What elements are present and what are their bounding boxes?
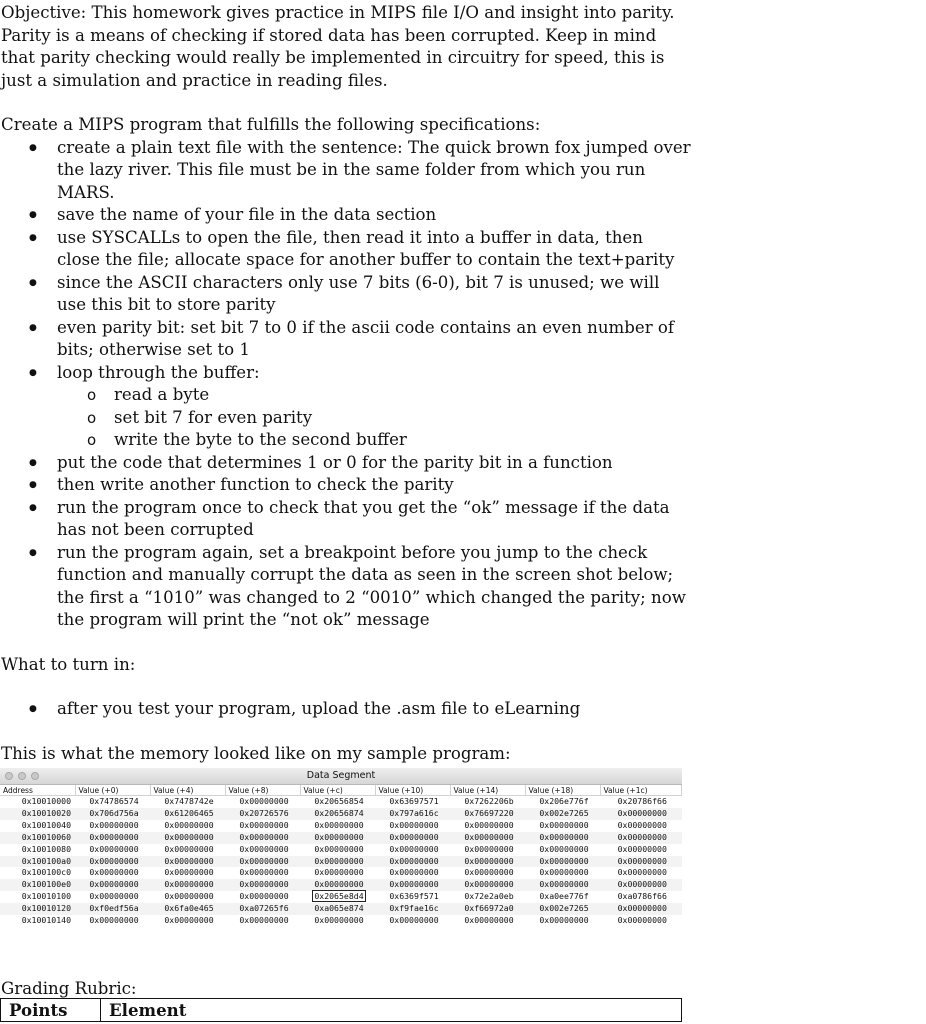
memory-value[interactable]: 0x72e2a0eb [464,891,514,902]
memory-value[interactable]: 0x00000000 [464,915,514,926]
memory-value[interactable]: 0x00000000 [617,867,667,878]
memory-value[interactable]: 0x00000000 [464,867,514,878]
memory-value[interactable]: 0x7262206b [464,796,514,806]
spec-item: ● run the program again, set a breakpoint before you jump to the check function and manually corrupt the data as seen in the screen shot below; the first a “1010” was changed to 2 “0010” which changed the parity; now the program will print the “not ok” message [1,542,691,632]
column-header[interactable]: Value (+1c) [600,785,682,796]
column-header[interactable]: Value (+4) [150,785,225,796]
memory-value[interactable]: 0x797a616c [375,808,450,820]
memory-value[interactable]: 0x00000000 [539,843,589,854]
memory-value[interactable]: 0x00000000 [89,843,139,854]
memory-value[interactable]: 0x00000000 [239,891,289,902]
data-segment-title: Data Segment [306,770,376,781]
memory-address: 0x10010080 [21,843,71,854]
memory-address: 0x10010020 [0,808,75,820]
grading-rubric-table [0,998,682,1022]
assignment-document [1,2,691,765]
spec-item: ● since the ASCII characters only use 7 bits (6-0), bit 7 is unused; we will use this bit to store parity [1,272,691,317]
memory-value[interactable]: 0x00000000 [600,856,682,868]
memory-value[interactable]: 0x00000000 [89,867,139,878]
memory-value[interactable]: 0x00000000 [617,915,667,926]
memory-address: 0x100100e0 [0,879,75,891]
memory-row [0,891,682,903]
memory-value[interactable]: 0x00000000 [225,856,300,868]
spec-item: ● save the name of your file in the data section [1,204,691,227]
memory-value[interactable]: 0x61206465 [150,808,225,820]
memory-value[interactable]: 0x74786574 [89,796,139,806]
memory-row [0,903,682,915]
memory-value[interactable]: 0x00000000 [375,832,450,844]
memory-value[interactable]: 0x00000000 [164,915,214,926]
edited-memory-value[interactable]: 0x2065e8d4 [314,891,364,902]
spec-item: ● then write another function to check the parity [1,474,691,497]
memory-value[interactable]: 0x00000000 [314,867,364,878]
spec-item: ● create a plain text file with the sentence: The quick brown fox jumped over the lazy river. This file must be in the same folder from which you run MARS. [1,137,691,205]
memory-value[interactable]: 0xf66972a0 [450,903,525,915]
memory-value[interactable]: 0x00000000 [389,819,439,830]
memory-value[interactable]: 0x00000000 [314,843,364,854]
memory-value[interactable]: 0x706d756a [75,808,150,820]
memory-value[interactable]: 0x00000000 [164,867,214,878]
memory-value[interactable]: 0x00000000 [300,832,375,844]
column-header[interactable]: Value (+18) [525,785,600,796]
memory-value[interactable]: 0x00000000 [300,879,375,891]
memory-row [0,808,682,820]
memory-row [0,856,682,868]
memory-value[interactable]: 0x00000000 [600,808,682,820]
memory-value[interactable]: 0x00000000 [539,819,589,830]
memory-value[interactable]: 0x00000000 [75,856,150,868]
memory-value[interactable]: 0xf9fae16c [375,903,450,915]
data-segment-table [0,785,682,927]
memory-value[interactable]: 0x00000000 [164,843,214,854]
memory-address: 0x10010100 [21,891,71,902]
window-controls[interactable] [5,772,39,780]
memory-value[interactable]: 0x00000000 [525,856,600,868]
memory-value[interactable]: 0x00000000 [164,819,214,830]
memory-address: 0x10010000 [21,796,71,806]
memory-address: 0x100100a0 [0,856,75,868]
spec-item: ● loop through the buffer: [1,362,691,385]
memory-value[interactable]: 0x76697220 [450,808,525,820]
spec-item: ● use SYSCALLs to open the file, then read it into a buffer in data, then close the file; allocate space for another buffer to contain the text+parity [1,227,691,272]
memory-value[interactable]: 0x00000000 [225,832,300,844]
column-header[interactable]: Value (+c) [300,785,375,796]
memory-value[interactable]: 0xf0edf56a [75,903,150,915]
memory-value[interactable]: 0x00000000 [75,879,150,891]
memory-value[interactable]: 0x002e7265 [525,808,600,820]
memory-value[interactable]: 0x00000000 [539,915,589,926]
memory-value[interactable]: 0x00000000 [89,915,139,926]
memory-value[interactable]: 0x20656874 [300,808,375,820]
memory-row [0,867,682,879]
memory-row [0,820,682,832]
memory-value[interactable]: 0x00000000 [617,819,667,830]
memory-value[interactable]: 0x00000000 [225,879,300,891]
specs-list [1,137,691,632]
objective-paragraph: Objective: This homework gives practice in MIPS file I/O and insight into parity. Parity is a means of checking if stored data has been corrupted. Keep in mind that parity checking would really be implemented in circuitry for speed, this is just a simulation and practice in reading files. [1,3,675,90]
memory-value[interactable]: 0x00000000 [450,879,525,891]
memory-value[interactable]: 0x63697571 [389,796,439,806]
memory-row [0,796,682,808]
memory-value[interactable]: 0x00000000 [464,819,514,830]
memory-value[interactable]: 0x20786f66 [617,796,667,806]
memory-address: 0x10010060 [0,832,75,844]
loop-step-item: o read a byte [1,384,691,407]
rubric-header-element: Element [101,999,682,1022]
memory-value[interactable]: 0x00000000 [375,856,450,868]
close-window-icon[interactable] [5,772,13,780]
memory-value[interactable]: 0x00000000 [539,867,589,878]
memory-address: 0x10010040 [21,819,71,830]
memory-value[interactable]: 0x00000000 [300,856,375,868]
memory-value[interactable]: 0x00000000 [389,867,439,878]
spec-item: ● put the code that determines 1 or 0 for the parity bit in a function [1,452,691,475]
zoom-window-icon[interactable] [31,772,39,780]
memory-caption: This is what the memory looked like on my sample program: [1,743,511,763]
memory-value[interactable]: 0x6369f571 [389,891,439,902]
memory-value[interactable]: 0x20656854 [314,796,364,806]
memory-value[interactable]: 0x00000000 [239,867,289,878]
memory-value[interactable]: 0x00000000 [525,879,600,891]
turn-in-heading: What to turn in: [1,654,136,674]
specs-intro: Create a MIPS program that fulfills the following specifications: [1,115,541,134]
rubric-header-points: Points [1,999,101,1022]
memory-value[interactable]: 0x206e776f [539,796,589,806]
memory-value[interactable]: 0x00000000 [617,843,667,854]
memory-value[interactable]: 0x00000000 [239,796,289,806]
column-header[interactable]: Address [0,785,75,796]
rubric-title: Grading Rubric: [1,979,137,998]
loop-step-item: o write the byte to the second buffer [1,429,691,452]
memory-value[interactable]: 0xa07265f6 [225,903,300,915]
memory-address: 0x100100c0 [21,867,71,878]
memory-value[interactable]: 0x7478742e [164,796,214,806]
memory-value[interactable]: 0x20726576 [225,808,300,820]
memory-value[interactable]: 0x00000000 [389,915,439,926]
memory-value[interactable]: 0x00000000 [464,843,514,854]
memory-row [0,832,682,844]
spec-item: ● run the program once to check that you get the “ok” message if the data has not been corrupted [1,497,691,542]
data-segment-titlebar [0,768,682,785]
memory-value[interactable]: 0x00000000 [75,832,150,844]
memory-row [0,915,682,927]
memory-value[interactable]: 0x00000000 [314,915,364,926]
data-segment-window [0,768,682,932]
memory-value[interactable]: 0x00000000 [239,819,289,830]
memory-value[interactable]: 0x00000000 [525,832,600,844]
column-header[interactable]: Value (+14) [450,785,525,796]
spec-item: ● even parity bit: set bit 7 to 0 if the ascii code contains an even number of bits; otherwise set to 1 [1,317,691,362]
column-header[interactable]: Value (+0) [75,785,150,796]
memory-address: 0x10010120 [0,903,75,915]
column-header[interactable]: Value (+10) [375,785,450,796]
column-header[interactable]: Value (+8) [225,785,300,796]
memory-value[interactable]: 0xa065e874 [300,903,375,915]
loop-step-item: o set bit 7 for even parity [1,407,691,430]
memory-value[interactable]: 0x00000000 [600,903,682,915]
memory-value[interactable]: 0x00000000 [314,819,364,830]
memory-value[interactable]: 0xa0786f66 [617,891,667,902]
turn-in-item: ● after you test your program, upload the .asm file to eLearning [1,698,691,721]
memory-value[interactable]: 0x6fa0e465 [150,903,225,915]
memory-value[interactable]: 0x00000000 [150,832,225,844]
memory-value[interactable]: 0x00000000 [89,819,139,830]
memory-value[interactable]: 0x00000000 [450,856,525,868]
memory-address: 0x10010140 [21,915,71,926]
memory-value[interactable]: 0x00000000 [150,879,225,891]
memory-row [0,844,682,856]
memory-value[interactable]: 0x00000000 [600,832,682,844]
memory-value[interactable]: 0x00000000 [164,891,214,902]
memory-value[interactable]: 0xa0ee776f [539,891,589,902]
memory-value[interactable]: 0x00000000 [239,915,289,926]
minimize-window-icon[interactable] [18,772,26,780]
memory-value[interactable]: 0x00000000 [239,843,289,854]
memory-value[interactable]: 0x002e7265 [525,903,600,915]
memory-value[interactable]: 0x00000000 [450,832,525,844]
memory-value[interactable]: 0x00000000 [389,843,439,854]
memory-value[interactable]: 0x00000000 [375,879,450,891]
memory-value[interactable]: 0x00000000 [89,891,139,902]
turn-in-list [1,698,691,721]
memory-value[interactable]: 0x00000000 [150,856,225,868]
memory-value[interactable]: 0x00000000 [600,879,682,891]
